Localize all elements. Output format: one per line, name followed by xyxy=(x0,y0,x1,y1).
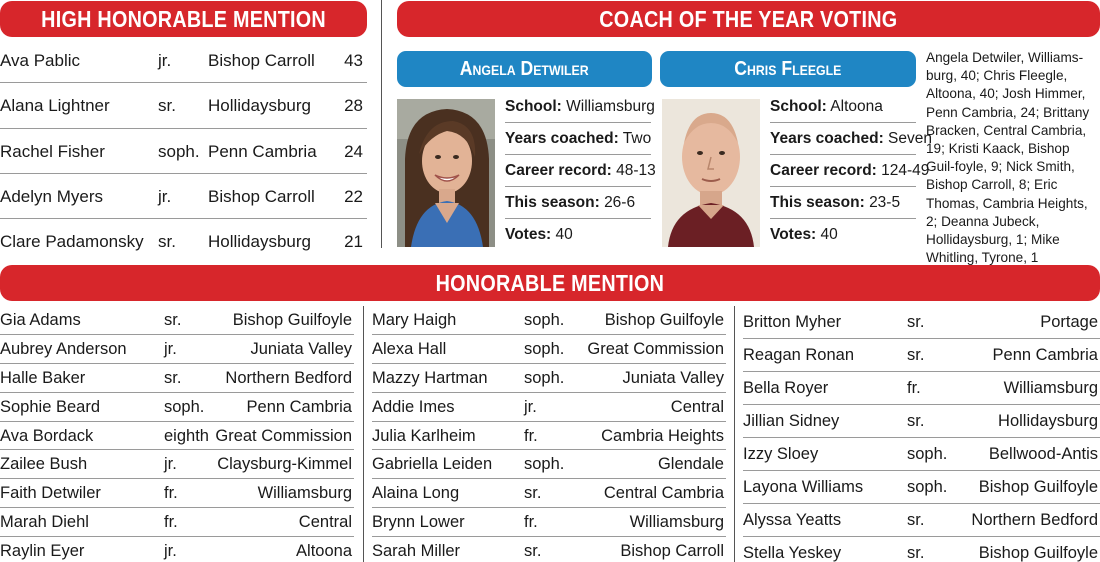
coach-votes-row xyxy=(770,219,916,251)
column-divider xyxy=(363,306,364,562)
player-grade: sr. xyxy=(524,484,542,503)
coach-of-the-year-title: COACH OF THE YEAR VOTING xyxy=(599,6,898,32)
player-school: Williamsburg xyxy=(629,513,724,532)
player-grade: sr. xyxy=(164,311,182,329)
field-value: 23-5 xyxy=(869,194,901,211)
coach-record-row xyxy=(770,155,930,187)
player-grade: sr. xyxy=(158,96,176,116)
player-name: Rachel Fisher xyxy=(0,141,105,161)
player-school: Bishop Carroll xyxy=(208,186,315,206)
player-votes: 28 xyxy=(344,96,363,116)
player-grade: eighth xyxy=(164,426,209,445)
player-name: Britton Myher xyxy=(743,313,842,331)
player-name: Alyssa Yeatts xyxy=(743,511,842,529)
player-grade: soph. xyxy=(524,455,565,474)
high-honorable-mention-title: HIGH HONORABLE MENTION xyxy=(41,6,326,32)
player-grade: sr. xyxy=(907,412,925,430)
player-votes: 22 xyxy=(344,186,363,206)
table-row xyxy=(0,422,354,451)
table-row xyxy=(743,438,1100,471)
table-row xyxy=(0,129,367,174)
player-school: Bishop Guilfoyle xyxy=(604,311,724,329)
field-label: Career record: xyxy=(505,162,612,179)
player-grade: jr. xyxy=(164,542,177,561)
field-label: This season: xyxy=(505,194,600,211)
player-grade: fr. xyxy=(164,513,178,532)
player-grade: soph. xyxy=(907,445,948,463)
coach-name: Chris Fleegle xyxy=(734,58,842,80)
table-row xyxy=(743,537,1100,562)
table-row xyxy=(372,393,726,422)
coach-name-header xyxy=(397,51,652,87)
table-row xyxy=(0,479,354,508)
table-row xyxy=(743,372,1100,405)
player-name: Adelyn Myers xyxy=(0,186,103,206)
table-row xyxy=(0,508,354,537)
coach-years-row xyxy=(770,123,932,155)
table-row xyxy=(372,364,726,393)
table-row xyxy=(0,335,354,364)
player-grade: jr. xyxy=(158,186,172,206)
player-school: Hollidaysburg xyxy=(208,232,311,252)
table-row xyxy=(0,174,367,219)
player-grade: fr. xyxy=(164,484,178,503)
coach-name: Angela Detwiler xyxy=(460,58,589,80)
coach-votes-row xyxy=(505,219,651,251)
woman-portrait-image xyxy=(397,99,495,247)
player-name: Clare Padamonsky xyxy=(0,232,144,252)
player-grade: soph. xyxy=(164,397,205,416)
player-name: Brynn Lower xyxy=(372,513,465,532)
player-name: Alexa Hall xyxy=(372,339,447,358)
coach-school-row xyxy=(505,91,655,123)
player-name: Raylin Eyer xyxy=(0,542,85,561)
player-name: Zailee Bush xyxy=(0,455,88,474)
coach-photo xyxy=(397,99,495,247)
player-name: Stella Yeskey xyxy=(743,544,842,562)
table-row xyxy=(372,479,726,508)
table-row xyxy=(0,38,367,83)
player-grade: soph. xyxy=(524,311,565,329)
player-name: Jillian Sidney xyxy=(743,412,840,430)
player-name: Alana Lightner xyxy=(0,96,110,116)
player-grade: sr. xyxy=(524,542,542,561)
table-row xyxy=(0,393,354,422)
player-name: Mazzy Hartman xyxy=(372,368,488,387)
player-school: Central xyxy=(670,397,724,416)
player-votes: 24 xyxy=(344,141,363,161)
player-name: Addie Imes xyxy=(372,397,455,416)
player-school: Northern Bedford xyxy=(225,368,352,387)
column-divider xyxy=(734,306,735,562)
player-school: Williamsburg xyxy=(1003,379,1098,397)
player-name: Mary Haigh xyxy=(372,311,457,329)
player-name: Julia Karlheim xyxy=(372,426,476,445)
player-grade: sr. xyxy=(907,313,925,331)
player-name: Sarah Miller xyxy=(372,542,461,561)
field-label: Years coached: xyxy=(770,130,884,147)
player-school: Altoona xyxy=(296,542,352,561)
player-school: Bishop Guilfoyle xyxy=(978,478,1098,496)
player-name: Bella Royer xyxy=(743,379,829,397)
coach-info xyxy=(770,91,932,251)
player-grade: soph. xyxy=(907,478,948,496)
player-name: Gabriella Leiden xyxy=(372,455,493,474)
player-grade: jr. xyxy=(158,51,172,70)
column-divider xyxy=(381,0,382,248)
player-school: Bellwood-Antis xyxy=(988,445,1098,463)
table-row xyxy=(0,537,354,562)
player-name: Sophie Beard xyxy=(0,397,100,416)
field-value: 26-6 xyxy=(604,194,636,211)
coach-season-row xyxy=(505,187,651,219)
player-school: Claysburg-Kimmel xyxy=(217,455,352,474)
field-label: School: xyxy=(505,98,562,115)
table-row xyxy=(743,405,1100,438)
player-school: Hollidaysburg xyxy=(208,96,311,116)
table-row xyxy=(372,508,726,537)
honorable-mention-column xyxy=(0,306,354,562)
player-school: Hollidaysburg xyxy=(998,412,1098,430)
player-name: Ava Pablic xyxy=(0,51,81,70)
player-school: Great Commission xyxy=(215,426,352,445)
table-row xyxy=(0,219,367,264)
player-school: Bishop Carroll xyxy=(620,542,724,561)
player-school: Great Commission xyxy=(587,339,724,358)
player-name: Alaina Long xyxy=(372,484,460,503)
table-row xyxy=(372,537,726,562)
player-school: Bishop Guilfoyle xyxy=(232,311,352,329)
player-school: Bishop Carroll xyxy=(208,51,315,70)
field-value: 40 xyxy=(555,226,573,243)
table-row xyxy=(372,335,726,364)
player-grade: soph. xyxy=(524,339,565,358)
player-school: Cambria Heights xyxy=(601,426,724,445)
player-school: Bishop Guilfoyle xyxy=(978,544,1098,562)
player-school: Central xyxy=(298,513,352,532)
field-label: School: xyxy=(770,98,827,115)
player-grade: jr. xyxy=(524,397,537,416)
player-grade: fr. xyxy=(907,379,921,397)
honorable-mention-column xyxy=(372,306,726,562)
player-grade: sr. xyxy=(158,232,176,252)
player-school: Penn Cambria xyxy=(992,346,1098,364)
player-name: Reagan Ronan xyxy=(743,346,855,364)
coach-of-the-year-banner xyxy=(397,1,1100,37)
coach-season-row xyxy=(770,187,916,219)
field-value: 40 xyxy=(820,226,838,243)
player-grade: soph. xyxy=(158,141,200,161)
table-row xyxy=(743,471,1100,504)
player-grade: jr. xyxy=(164,455,177,474)
table-row xyxy=(743,339,1100,372)
player-school: Glendale xyxy=(657,455,724,474)
field-label: Years coached: xyxy=(505,130,619,147)
player-votes: 21 xyxy=(344,232,363,252)
field-value: Williamsburg xyxy=(566,98,655,115)
coach-photo xyxy=(662,99,760,247)
player-name: Layona Williams xyxy=(743,478,864,496)
honorable-mention-column xyxy=(743,306,1100,562)
player-name: Halle Baker xyxy=(0,368,86,387)
table-row xyxy=(0,83,367,128)
table-row xyxy=(0,450,354,479)
high-honorable-mention-banner xyxy=(0,1,367,37)
field-value: Altoona xyxy=(830,98,883,115)
field-value: 124-49 xyxy=(881,162,930,179)
player-school: Central Cambria xyxy=(603,484,724,503)
player-school: Penn Cambria xyxy=(208,141,317,161)
player-school: Williamsburg xyxy=(257,484,352,503)
player-votes: 43 xyxy=(344,51,363,70)
player-grade: sr. xyxy=(164,368,182,387)
coach-name-header xyxy=(660,51,916,87)
table-row xyxy=(0,306,354,335)
player-school: Portage xyxy=(1040,313,1098,331)
honorable-mention-banner xyxy=(0,265,1100,301)
player-grade: fr. xyxy=(524,426,538,445)
player-school: Penn Cambria xyxy=(246,397,352,416)
player-name: Ava Bordack xyxy=(0,426,94,445)
coach-info xyxy=(505,91,656,251)
field-value: Seven xyxy=(888,130,932,147)
player-name: Gia Adams xyxy=(0,311,81,329)
player-grade: jr. xyxy=(164,339,177,358)
table-row xyxy=(743,306,1100,339)
votes-summary: Angela Detwiler, Williams-burg, 40; Chris Fleegle, Altoona, 40; Josh Himmer, Penn Cambria, 24; Brittany Bracken, Central Cambria, 19; Kristi Kaack, Bishop Guil-foyle, 9; Nick Smith, Bishop Carroll, 8; Eric Thomas, Cambria Heights, 2; Deanna Jubeck, Hollidaysburg, 1; Mike Whitling, Tyrone, 1 xyxy=(926,50,1090,266)
table-row xyxy=(372,306,726,335)
table-row xyxy=(372,422,726,451)
player-grade: sr. xyxy=(907,346,925,364)
player-grade: sr. xyxy=(907,511,925,529)
field-label: Votes: xyxy=(770,226,817,243)
player-school: Northern Bedford xyxy=(971,511,1098,529)
table-row xyxy=(743,504,1100,537)
player-grade: sr. xyxy=(907,544,925,562)
player-school: Juniata Valley xyxy=(622,368,724,387)
player-name: Izzy Sloey xyxy=(743,445,819,463)
coach-school-row xyxy=(770,91,916,123)
field-value: Two xyxy=(622,130,652,147)
honorable-mention-title: HONORABLE MENTION xyxy=(435,270,665,296)
player-name: Marah Diehl xyxy=(0,513,89,532)
table-row xyxy=(0,364,354,393)
field-label: Votes: xyxy=(505,226,552,243)
high-honorable-mention-table xyxy=(0,38,367,264)
man-portrait-image xyxy=(662,99,760,247)
player-grade: fr. xyxy=(524,513,538,532)
table-row xyxy=(372,450,726,479)
player-grade: soph. xyxy=(524,368,565,387)
player-school: Juniata Valley xyxy=(250,339,352,358)
coach-years-row xyxy=(505,123,651,155)
player-name: Aubrey Anderson xyxy=(0,339,127,358)
field-value: 48-13 xyxy=(616,162,656,179)
player-name: Faith Detwiler xyxy=(0,484,101,503)
field-label: Career record: xyxy=(770,162,877,179)
coach-record-row xyxy=(505,155,656,187)
field-label: This season: xyxy=(770,194,865,211)
